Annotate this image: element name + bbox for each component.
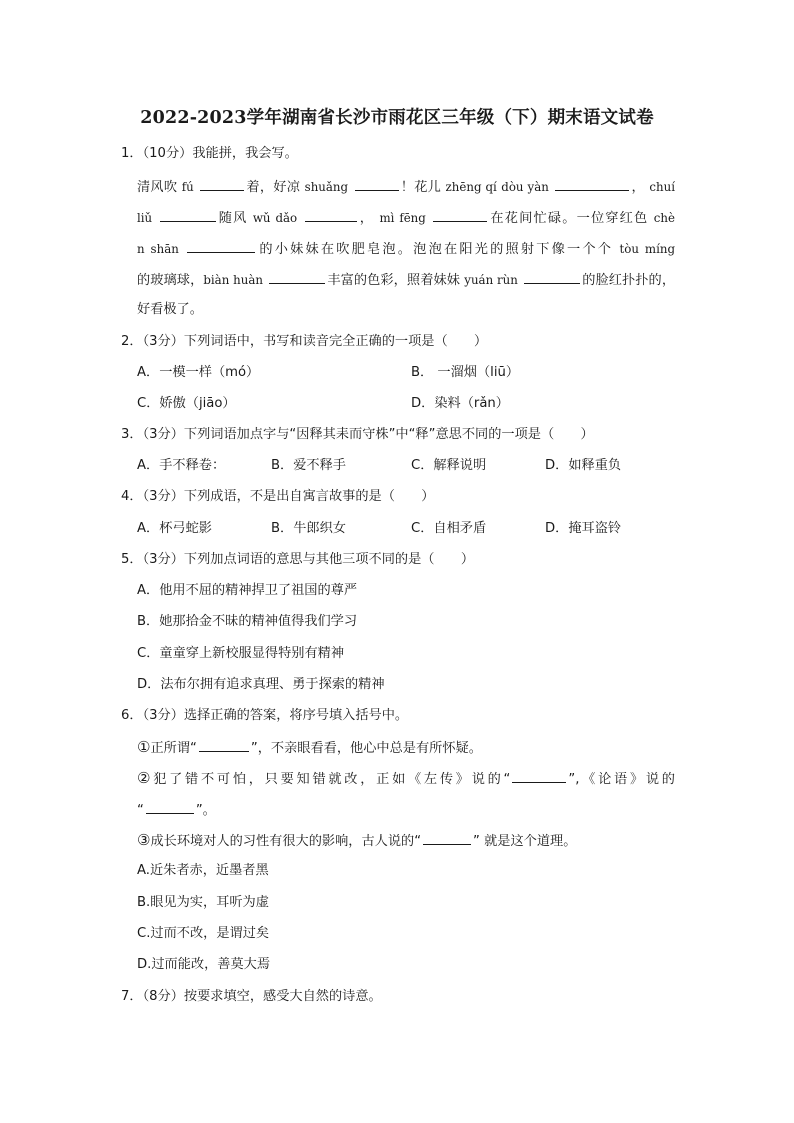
q6-s1-text-a: 正所谓“ (150, 741, 197, 756)
q1-l2-text-c: 在花间忙碌。一位穿红色 (489, 211, 649, 226)
q1-l1-pinyin-2: shuǎng (304, 180, 349, 194)
answer-blank[interactable] (160, 208, 216, 222)
q1-l1-text-a: 清风吹 (137, 180, 178, 195)
q1-l1-pinyin-3: zhēng qí (445, 180, 497, 194)
q6-s3-text-b: ” 就是这个道理。 (473, 834, 577, 849)
answer-blank[interactable] (524, 270, 580, 284)
q4-option-d[interactable]: D．掩耳盗铃 (545, 521, 622, 536)
q1-l2-pinyin-4: chè (653, 211, 675, 225)
q4-option-b[interactable]: B．牛郎织女 (271, 521, 346, 536)
answer-blank[interactable] (433, 208, 487, 222)
q3-option-b[interactable]: B．爱不释手 (271, 458, 346, 473)
q5-option-d[interactable]: D．法布尔拥有追求真理、勇于探索的精神 (137, 677, 385, 692)
q1-l3-pinyin-2: tòu míng (619, 242, 675, 256)
question-3-stem: 3．（3分）下列词语加点字与“因释其耒而守株”中“释”意思不同的一项是（ ） (121, 427, 594, 442)
q2-option-b[interactable]: B． 一溜烟（liū） (411, 365, 520, 380)
q1-line-4 (137, 270, 675, 290)
q6-sentence-2 (137, 769, 675, 789)
q6-s3-text-a: 成长环境对人的习性有很大的影响，古人说的“ (150, 834, 422, 849)
q6-s2-text-c: “ (137, 803, 144, 818)
q1-l4-pinyin-2: yuán rùn (464, 273, 518, 287)
question-2-stem: 2．（3分）下列词语中，书写和读音完全正确的一项是（ ） (121, 334, 488, 349)
q1-l1-pinyin-5: chuí (649, 180, 675, 194)
q2-option-a[interactable]: A．一模一样（mó） (137, 365, 260, 380)
q2-option-c[interactable]: C．娇傲（jiāo） (137, 396, 236, 411)
q1-l4-text-b: 丰富的色彩，照着妹妹 (327, 273, 461, 288)
q1-l1-text-d: ， (631, 180, 645, 195)
q5-option-a[interactable]: A．他用不屈的精神捍卫了祖国的尊严 (137, 583, 358, 598)
q4-option-a[interactable]: A．杯弓蛇影 (137, 521, 212, 536)
q2-option-d[interactable]: D．染料（rǎn） (411, 396, 509, 411)
q1-line-2 (137, 208, 675, 228)
q1-l4-text-c: 的脸红扑扑的， (582, 273, 676, 288)
q5-option-b[interactable]: B．她那拾金不昧的精神值得我们学习 (137, 614, 358, 629)
question-6-stem: 6．（3分）选择正确的答案，将序号填入括号中。 (121, 708, 409, 723)
circled-number-1: ① (137, 738, 151, 756)
q6-option-c[interactable]: C.过而不改，是谓过矣 (137, 926, 270, 941)
q1-l1-pinyin-1: fú (181, 180, 194, 194)
q6-option-b[interactable]: B.眼见为实，耳听为虚 (137, 895, 269, 910)
circled-number-2: ② (137, 769, 154, 787)
q1-line-1 (137, 177, 675, 197)
q1-line-5: 好看极了。 (137, 302, 203, 317)
q6-sentence-3 (137, 831, 576, 851)
q1-line-3 (137, 239, 675, 259)
q1-l2-text-b: ， (358, 211, 375, 226)
q6-s1-text-b: ”，不亲眼看看，他心中总是有所怀疑。 (250, 741, 482, 756)
question-1-stem: 1．（10分）我能拼，我会写。 (121, 146, 298, 161)
q3-option-c[interactable]: C．解释说明 (411, 458, 487, 473)
q1-l2-pinyin-1: liǔ (137, 211, 153, 225)
q6-option-a[interactable]: A.近朱者赤，近墨者黑 (137, 863, 269, 878)
question-7-stem: 7．（8分）按要求填空，感受大自然的诗意。 (121, 989, 382, 1004)
answer-blank[interactable] (555, 177, 629, 191)
q6-s2-text-a: 犯了错不可怕，只要知错就改，正如《左传》说的“ (153, 772, 511, 787)
exam-title: 2022-2023学年湖南省长沙市雨花区三年级（下）期末语文试卷 (140, 108, 654, 128)
q1-l4-text-a: 的玻璃球， (137, 273, 204, 288)
q6-sentence-2-cont (137, 800, 216, 820)
circled-number-3: ③ (137, 831, 151, 849)
q5-option-c[interactable]: C．童童穿上新校服显得特别有精神 (137, 646, 345, 661)
answer-blank[interactable] (512, 769, 566, 783)
q3-option-d[interactable]: D．如释重负 (545, 458, 622, 473)
answer-blank[interactable] (305, 208, 357, 222)
q1-l4-pinyin-1: biàn huàn (203, 273, 263, 287)
q3-option-a[interactable]: A．手不释卷： (137, 458, 226, 473)
answer-blank[interactable] (187, 239, 255, 253)
answer-blank[interactable] (423, 831, 471, 845)
question-5-stem: 5．（3分）下列加点词语的意思与其他三项不同的是（ ） (121, 552, 475, 567)
question-4-stem: 4．（3分）下列成语，不是出自寓言故事的是（ ） (121, 489, 435, 504)
answer-blank[interactable] (355, 177, 399, 191)
q6-option-d[interactable]: D.过而能改，善莫大焉 (137, 957, 271, 972)
answer-blank[interactable] (146, 800, 194, 814)
q1-l2-text-a: 随风 (217, 211, 248, 226)
q1-l3-pinyin-1: n shān (137, 242, 179, 256)
q1-l2-pinyin-3: mì fēng (379, 211, 426, 225)
answer-blank[interactable] (269, 270, 325, 284)
q1-l1-text-b: 着，好凉 (246, 180, 301, 195)
q6-sentence-1 (137, 738, 482, 758)
answer-blank[interactable] (200, 177, 244, 191)
q1-l2-pinyin-2: wǔ dǎo (252, 211, 298, 225)
q6-s2-text-d: ”。 (195, 803, 216, 818)
q4-option-c[interactable]: C．自相矛盾 (411, 521, 487, 536)
q1-l1-pinyin-4: dòu yàn (501, 180, 549, 194)
q6-s2-text-b: ”,《论语》说的 (568, 772, 675, 787)
q1-l3-text-a: 的小妹妹在吹肥皂泡。泡泡在阳光的照射下像一个个 (257, 242, 614, 257)
q1-l1-text-c: ！花儿 (400, 180, 442, 195)
answer-blank[interactable] (199, 738, 249, 752)
